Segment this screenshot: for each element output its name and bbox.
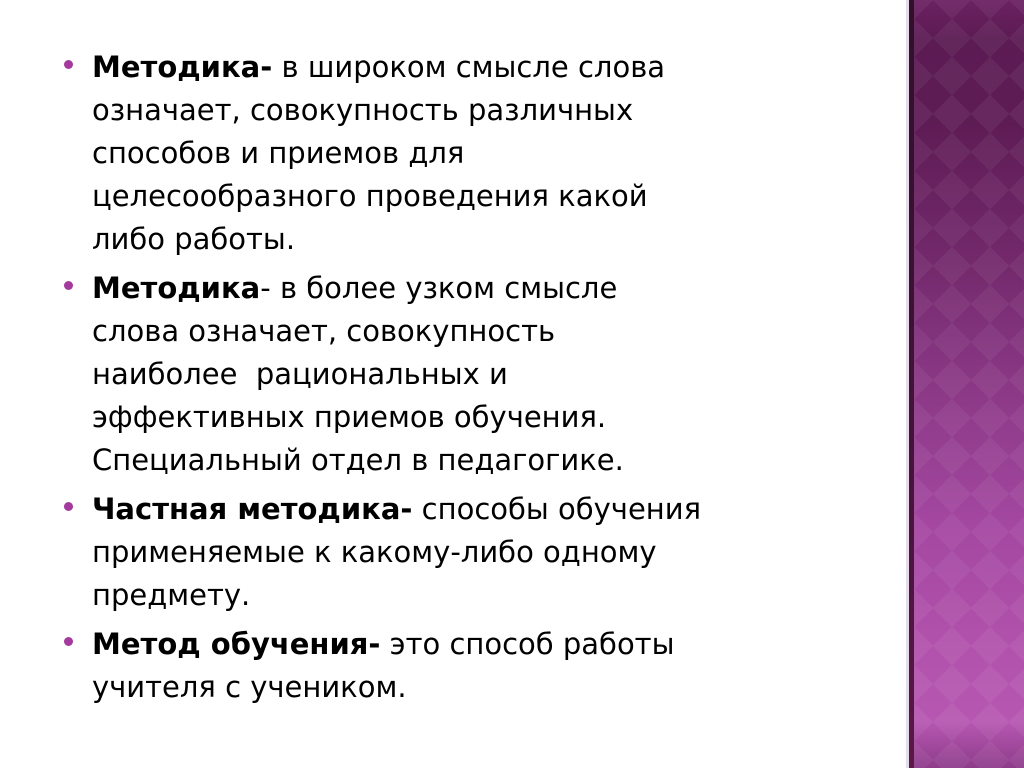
bullet-line — [92, 132, 893, 175]
bullet-icon — [64, 281, 73, 290]
bullet-text: Специальный отдел в педагогике. — [92, 443, 624, 477]
bullet-text: означает, совокупность различных — [92, 93, 634, 127]
bullet-text: применяемые к какому-либо одному — [92, 535, 657, 569]
bullet-line — [92, 89, 893, 132]
bullet-line — [92, 175, 893, 218]
bullet-item — [63, 488, 893, 617]
bullet-line — [92, 574, 893, 617]
bullet-line — [92, 396, 893, 439]
bullet-item — [63, 623, 893, 709]
bullet-line — [92, 353, 893, 396]
bullet-text: в широком смысле слова — [272, 50, 666, 84]
bullet-text: - в более узком смысле — [260, 271, 618, 305]
bullet-term-bold: Методика- — [92, 50, 273, 84]
bullet-term-bold: Частная методика- — [92, 492, 413, 526]
bullet-text: учителя с учеником. — [92, 670, 407, 704]
bullet-text: целесообразного проведения какой — [92, 179, 648, 213]
bullet-line — [92, 623, 893, 666]
bullet-term-bold: Методика — [92, 271, 261, 305]
bullet-line — [92, 46, 893, 89]
bullet-icon — [64, 60, 73, 69]
decorative-stripe — [914, 0, 1024, 768]
bullet-line — [92, 439, 893, 482]
bullet-line — [92, 310, 893, 353]
bullet-term-bold: Метод обучения- — [92, 627, 381, 661]
bullet-text: наиболее рациональных и — [92, 357, 508, 391]
bullet-text: либо работы. — [92, 222, 296, 256]
bullet-text: это способ работы — [380, 627, 675, 661]
slide-text-block — [63, 46, 893, 715]
bullet-text: эффективных приемов обучения. — [92, 400, 607, 434]
bullet-icon — [64, 637, 73, 646]
bullet-line — [92, 488, 893, 531]
bullet-text: слова означает, совокупность — [92, 314, 556, 348]
bullet-line — [92, 218, 893, 261]
bullet-text: способов и приемов для — [92, 136, 465, 170]
bullet-line — [92, 666, 893, 709]
bullet-line — [92, 267, 893, 310]
bullet-item — [63, 267, 893, 482]
bullet-list — [63, 46, 893, 709]
bullet-text: способы обучения — [412, 492, 702, 526]
bullet-text: предмету. — [92, 578, 251, 612]
bullet-item — [63, 46, 893, 261]
bullet-icon — [64, 502, 73, 511]
bullet-line — [92, 531, 893, 574]
